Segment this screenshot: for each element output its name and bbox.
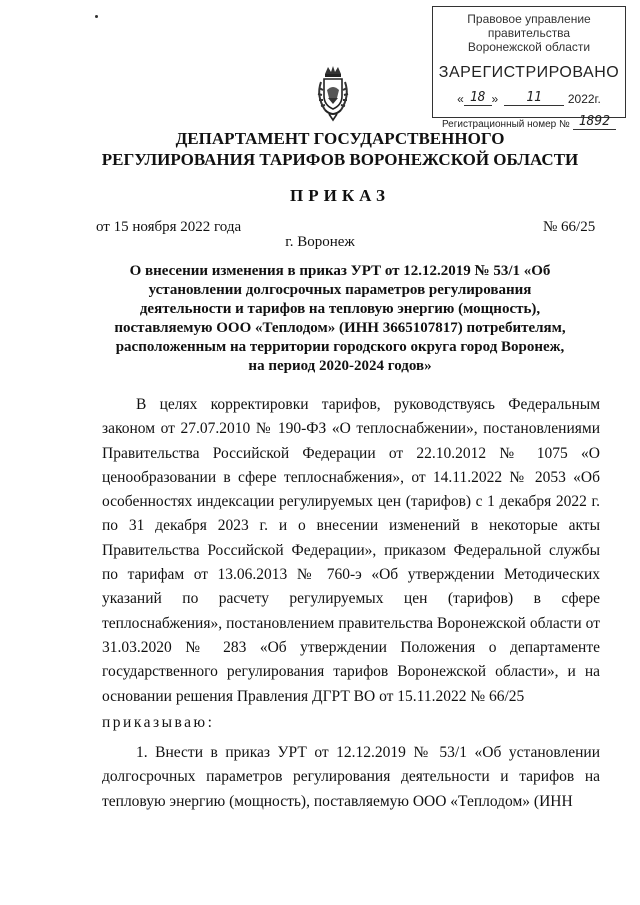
- department-title: ДЕПАРТАМЕНТ ГОСУДАРСТВЕННОГО РЕГУЛИРОВАНИЯ ТАРИФОВ ВОРОНЕЖСКОЙ ОБЛАСТИ: [101, 129, 579, 169]
- stamp-date-row: « 18 » 11 2022г.: [457, 90, 601, 106]
- scan-speck: [95, 15, 98, 18]
- order-word: приказываю:: [102, 713, 215, 731]
- document-body: [102, 393, 600, 814]
- stamp-line-1: Правовое управление правительства: [467, 12, 591, 40]
- stamp-status: ЗАРЕГИСТРИРОВАНО: [438, 64, 620, 81]
- stamp-year: 2022г.: [567, 92, 601, 106]
- document-number: № 66/25: [543, 219, 596, 235]
- stamp-reg-number: 1892: [573, 114, 616, 130]
- stamp-line-2: Воронежской области: [467, 40, 591, 54]
- document-type: ПРИКАЗ: [290, 186, 390, 205]
- coat-of-arms-icon: [313, 64, 353, 122]
- document-subject: О внесении изменения в приказ УРТ от 12.12.2019 № 53/1 «Об установлении долгосрочных параметров регулирования деятельности и тарифов на тепловую энергию (мощность), поставляемую ООО «Теплодом» (ИНН 3665107817) потребителям, расположенным на территории городского округа город Воронеж, на период 2020-2024 годов»: [114, 263, 566, 374]
- document-date: от 15 ноября 2022 года: [96, 219, 242, 235]
- registration-stamp: [432, 6, 626, 130]
- stamp-month: 11: [504, 90, 564, 106]
- document-city: г. Воронеж: [285, 234, 355, 250]
- item-1-paragraph: 1. Внести в приказ УРТ от 12.12.2019 № 53/1 «Об установлении долгосрочных параметров регулирования деятельности и тарифов на тепловую энергию (мощность), поставляемую ООО «Теплодом» (ИНН: [102, 744, 600, 810]
- stamp-reg-label: Регистрационный номер №: [441, 119, 570, 130]
- stamp-day: 18: [464, 90, 492, 106]
- preamble-paragraph: В целях корректировки тарифов, руководствуясь Федеральным законом от 27.07.2010 № 190-ФЗ «О теплоснабжении», постановлениями Правительства Российской Федерации от 22.10.2012 № 1075 «О ценообразовании в сфере теплоснабжения», от 14.11.2022 № 2053 «Об особенностях индексации регулируемых цен (тарифов) с 1 декабря 2022 г. по 31 декабря 2023 г. и о внесении изменений в некоторые акты Правительства Российской Федерации», приказом Федеральной службы по тарифам от 13.06.2013 № 760-э «Об утверждении Методических указаний по расчету регулируемых цен (тарифов) в сфере теплоснабжения», постановлением правительства Воронежской области от 31.03.2020 № 283 «Об утверждении Положения о департаменте государственного регулирования тарифов Воронежской области», и на основании решения Правления ДГРТ ВО от 15.11.2022 № 66/25: [102, 396, 600, 705]
